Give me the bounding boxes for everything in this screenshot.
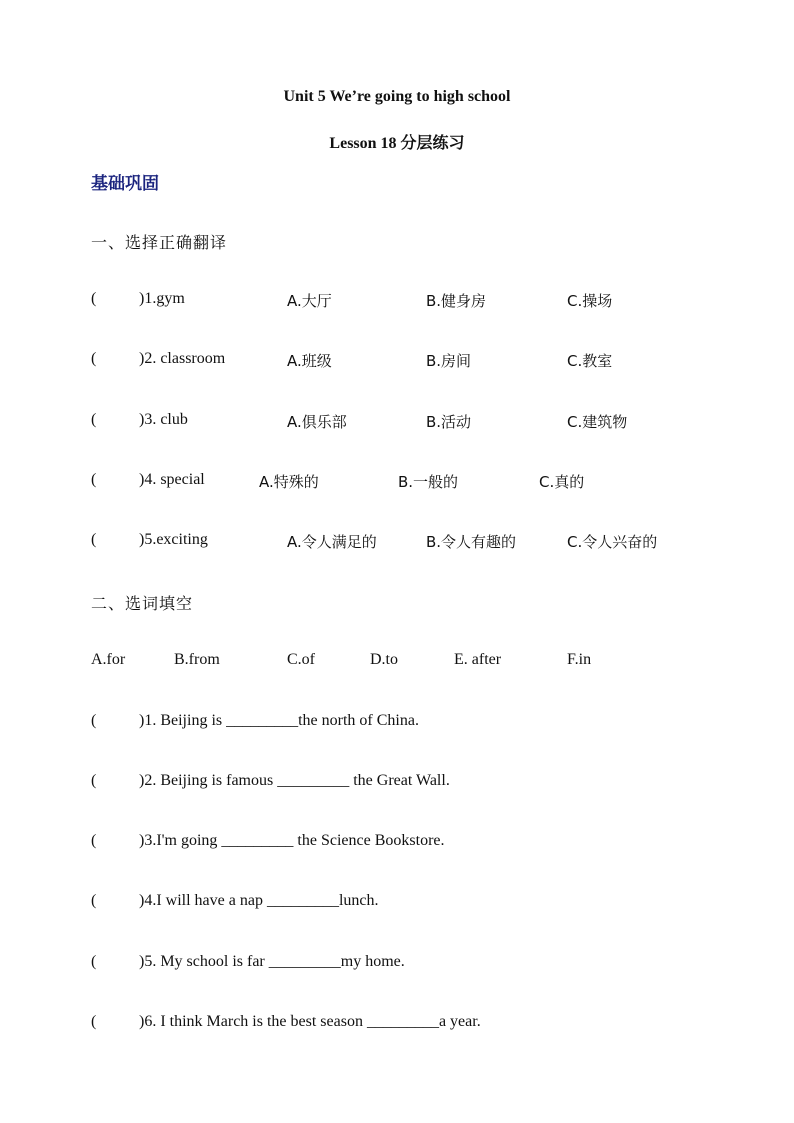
word-bank	[0, 651, 794, 675]
question-text: )3.I'm going _________ the Science Bookstore.	[139, 832, 445, 849]
fill-blank-question	[0, 1013, 794, 1037]
question-word: )5.exciting	[139, 531, 208, 548]
option-b: B.健身房	[426, 292, 487, 310]
word-option: B.from	[174, 651, 220, 668]
question-word: )3. club	[139, 411, 188, 428]
unit-title: Unit 5 We’re going to high school	[283, 88, 511, 105]
answer-paren[interactable]: (	[91, 471, 97, 488]
question-word: )1.gym	[139, 290, 185, 307]
fill-blank-question	[0, 832, 794, 856]
fill-blank-question	[0, 892, 794, 916]
word-option: D.to	[370, 651, 398, 668]
option-a: A.特殊的	[259, 473, 319, 491]
word-option: F.in	[567, 651, 592, 668]
option-c: C.真的	[539, 473, 585, 491]
option-b: B.房间	[426, 352, 472, 370]
translation-question	[0, 350, 794, 374]
fill-blank-question	[0, 953, 794, 977]
option-b: B.令人有趣的	[426, 533, 517, 551]
question-text: )5. My school is far _________my home.	[139, 953, 405, 970]
fill-blank-question	[0, 772, 794, 796]
answer-paren[interactable]: (	[91, 832, 97, 849]
part1-heading: 一、选择正确翻译	[91, 233, 228, 252]
word-option: E. after	[454, 651, 502, 668]
fill-blank-question	[0, 712, 794, 736]
translation-question	[0, 471, 794, 495]
option-a: A.大厅	[287, 292, 332, 310]
question-text: )2. Beijing is famous _________ the Great Wall.	[139, 772, 450, 789]
option-b: B.活动	[426, 413, 472, 431]
question-text: )6. I think March is the best season _________a year.	[139, 1013, 481, 1030]
answer-paren[interactable]: (	[91, 772, 97, 789]
translation-question	[0, 531, 794, 555]
answer-paren[interactable]: (	[91, 531, 97, 548]
option-c: C.建筑物	[567, 413, 628, 431]
option-b: B.一般的	[398, 473, 459, 491]
option-a: A.俱乐部	[287, 413, 347, 431]
section-heading: 基础巩固	[91, 174, 159, 194]
answer-paren[interactable]: (	[91, 290, 97, 307]
question-text: )1. Beijing is _________the north of China.	[139, 712, 419, 729]
word-option: C.of	[287, 651, 315, 668]
answer-paren[interactable]: (	[91, 712, 97, 729]
option-a: A.令人满足的	[287, 533, 377, 551]
answer-paren[interactable]: (	[91, 953, 97, 970]
answer-paren[interactable]: (	[91, 350, 97, 367]
translation-question	[0, 411, 794, 435]
option-a: A.班级	[287, 352, 332, 370]
part2-heading: 二、选词填空	[91, 594, 194, 613]
option-c: C.令人兴奋的	[567, 533, 658, 551]
answer-paren[interactable]: (	[91, 1013, 97, 1030]
answer-paren[interactable]: (	[91, 411, 97, 428]
option-c: C.教室	[567, 352, 613, 370]
answer-paren[interactable]: (	[91, 892, 97, 909]
lesson-title: Lesson 18 分层练习	[329, 135, 465, 152]
translation-question	[0, 290, 794, 314]
question-word: )4. special	[139, 471, 205, 488]
word-option: A.for	[91, 651, 126, 668]
option-c: C.操场	[567, 292, 613, 310]
question-word: )2. classroom	[139, 350, 226, 367]
question-text: )4.I will have a nap _________lunch.	[139, 892, 379, 909]
